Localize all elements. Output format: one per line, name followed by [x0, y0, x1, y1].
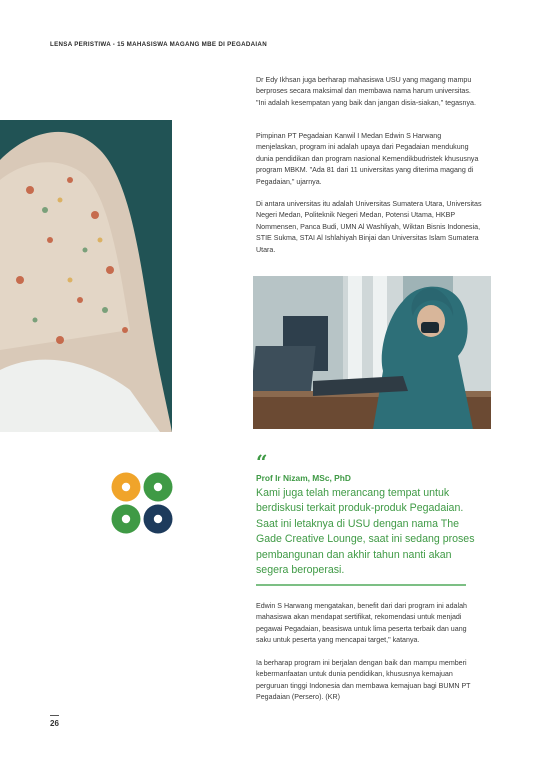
body-paragraph-1: Dr Edy Ikhsan juga berharap mahasiswa USU yang magang mampu berproses secara maksimal dan membawa nama harum universitas. "Ini adalah kesempatan yang baik dan jangan disia-siakan," tegasnya.: [256, 76, 476, 107]
logo-circle-center: [154, 483, 162, 491]
photo-woman-hijab: [0, 120, 172, 432]
quote-attribution: Prof Ir Nizam, MSc, PhD: [256, 473, 351, 483]
photo-woman-laptop: [253, 276, 491, 429]
logo-circle-center: [122, 483, 130, 491]
footer-rule: [50, 715, 59, 716]
logo-circle-center: [122, 515, 130, 523]
body-paragraph-4: Edwin S Harwang mengatakan, benefit dari dari program ini adalah mahasiswa akan mendapat sertifikat, rekomendasi untuk menjadi pegawai Pegadaian, beasiswa untuk lima peserta terbaik dan uang saku untuk peserta yang mencapai target," katanya.: [256, 602, 467, 645]
body-paragraph-2: Pimpinan PT Pegadaian Kanwil I Medan Edwin S Harwang menjelaskan, program ini adalah upaya dari Pegadaian mendukung dunia pendidikan dan program nasional Kemendikbudristek khususnya program MBKM. "Ada 81 dari 11 universitas yang diterima magang di Pegadaian," ujarnya.: [256, 132, 479, 186]
body-paragraph-5: Ia berharap program ini berjalan dengan baik dan mampu memberi kebermanfaatan untuk dunia pendidikan, khususnya kemajuan perguruan tinggi Indonesia dan membawa kemajuan bagi BUMN PT Pegadaian (Persero). (KR): [256, 659, 471, 702]
quote-divider: [256, 584, 466, 586]
quote-mark: “: [256, 450, 268, 474]
four-circle-logo: [111, 472, 175, 536]
page-number: 26: [50, 719, 59, 728]
logo-circle-center: [154, 515, 162, 523]
running-header: LENSA PERISTIWA - 15 MAHASISWA MAGANG MBE DI PEGADAIAN: [50, 41, 267, 48]
body-paragraph-3: Di antara universitas itu adalah Universitas Sumatera Utara, Universitas Negeri Medan, Politeknik Negeri Medan, Potensi Utama, HKBP Nommensen, Panca Budi, UMN Al Washliyah, Wiktan Bisnis Indonesia, STIE Sukma, STAI Al Ishlahiyah Binjai dan Universitas Islam Sumatera Utara.: [256, 200, 482, 254]
quote-text: Kami juga telah merancang tempat untuk berdiskusi terkait produk-produk Pegadaian. Saat ini letaknya di USU dengan nama The Gade Creative Lounge, saat ini sedang proses pembangunan dan akhir tahun nanti akan segera beroperasi.: [256, 487, 475, 577]
